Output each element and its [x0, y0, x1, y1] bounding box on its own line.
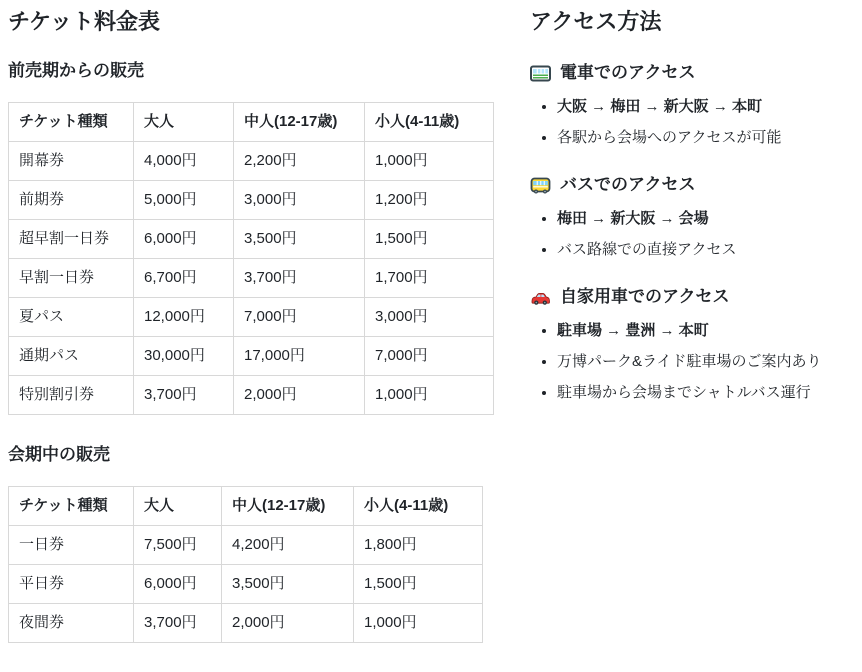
table-cell: 3,000円: [365, 298, 494, 337]
table-cell: 1,700円: [365, 259, 494, 298]
table-cell: 1,000円: [365, 376, 494, 415]
table-header-cell: 中人(12-17歳): [234, 103, 365, 142]
table-header-cell: チケット種類: [9, 487, 134, 526]
table-header-cell: 大人: [134, 487, 222, 526]
bus-access-list: [530, 209, 860, 260]
car-icon: [530, 287, 551, 308]
table-row: [9, 259, 494, 298]
table-cell: 開幕券: [9, 142, 134, 181]
table-row: [9, 142, 494, 181]
table-cell: 夜間券: [9, 604, 134, 643]
table-header-cell: チケット種類: [9, 103, 134, 142]
table-cell: 1,500円: [365, 220, 494, 259]
route-item: • 大阪 → 梅田 → 新大阪 → 本町: [557, 97, 860, 117]
table-cell: 平日券: [9, 565, 134, 604]
presale-section: [8, 60, 506, 415]
access-title: アクセス方法: [530, 9, 662, 34]
train-access-heading: [530, 62, 860, 84]
table-header-cell: 小人(4-11歳): [354, 487, 483, 526]
route-item: • 駐車場 → 豊洲 → 本町: [557, 321, 860, 341]
table-cell: 2,000円: [222, 604, 354, 643]
during-event-section: [8, 444, 506, 643]
table-cell: 1,500円: [354, 565, 483, 604]
train-icon: [530, 63, 551, 84]
train-access-section: [530, 62, 860, 148]
table-row: [9, 181, 494, 220]
page-title: チケット料金表: [8, 9, 161, 34]
table-cell: 一日券: [9, 526, 134, 565]
table-row: [9, 376, 494, 415]
table-row: [9, 565, 483, 604]
car-icon-heading: [530, 286, 860, 308]
car-access-section: [530, 286, 860, 403]
table-cell: 3,700円: [134, 604, 222, 643]
access-column: [530, 8, 860, 672]
table-cell: 6,000円: [134, 220, 234, 259]
during-event-subtitle: 会期中の販売: [8, 445, 110, 464]
table-cell: 超早割一日券: [9, 220, 134, 259]
note-item: • 駐車場から会場までシャトルバス運行: [557, 383, 860, 403]
table-cell: 3,000円: [234, 181, 365, 220]
table-row: [9, 526, 483, 565]
table-cell: 12,000円: [134, 298, 234, 337]
table-header-cell: 大人: [134, 103, 234, 142]
table-cell: 5,000円: [134, 181, 234, 220]
car-access-heading-label: 自家用車でのアクセス: [560, 287, 730, 306]
table-header-cell: 小人(4-11歳): [365, 103, 494, 142]
table-cell: 3,500円: [222, 565, 354, 604]
presale-price-table: [8, 102, 494, 415]
bus-access-heading: [530, 174, 860, 196]
bus-access-section: [530, 174, 860, 260]
table-cell: 早割一日券: [9, 259, 134, 298]
table-cell: 1,000円: [365, 142, 494, 181]
bus-icon: [530, 175, 551, 196]
table-cell: 6,000円: [134, 565, 222, 604]
table-cell: 4,000円: [134, 142, 234, 181]
ticket-prices-column: [8, 8, 506, 672]
table-cell: 2,200円: [234, 142, 365, 181]
presale-subtitle: 前売期からの販売: [8, 61, 144, 80]
train-access-list: [530, 97, 860, 148]
table-cell: 6,700円: [134, 259, 234, 298]
table-cell: 4,200円: [222, 526, 354, 565]
during-event-price-table: [8, 486, 483, 643]
table-cell: 特別割引券: [9, 376, 134, 415]
bus-access-heading-label: バスでのアクセス: [560, 175, 696, 194]
table-header-row: [9, 487, 483, 526]
note-item: • 各駅から会場へのアクセスが可能: [557, 128, 860, 148]
table-row: [9, 604, 483, 643]
table-cell: 3,700円: [234, 259, 365, 298]
table-row: [9, 220, 494, 259]
table-cell: 17,000円: [234, 337, 365, 376]
car-access-list: [530, 321, 860, 403]
table-header-cell: 中人(12-17歳): [222, 487, 354, 526]
table-cell: 2,000円: [234, 376, 365, 415]
table-cell: 7,000円: [365, 337, 494, 376]
route-item: • 梅田 → 新大阪 → 会場: [557, 209, 860, 229]
table-cell: 3,700円: [134, 376, 234, 415]
note-item: • 万博パーク&ライド駐車場のご案内あり: [557, 352, 860, 372]
note-item: • バス路線での直接アクセス: [557, 240, 860, 260]
table-cell: 1,800円: [354, 526, 483, 565]
table-cell: 30,000円: [134, 337, 234, 376]
table-cell: 1,000円: [354, 604, 483, 643]
table-cell: 前期券: [9, 181, 134, 220]
table-cell: 通期パス: [9, 337, 134, 376]
table-row: [9, 337, 494, 376]
table-cell: 7,500円: [134, 526, 222, 565]
table-cell: 夏パス: [9, 298, 134, 337]
table-cell: 3,500円: [234, 220, 365, 259]
table-row: [9, 298, 494, 337]
table-cell: 7,000円: [234, 298, 365, 337]
table-cell: 1,200円: [365, 181, 494, 220]
train-access-heading-label: 電車でのアクセス: [560, 63, 696, 82]
table-header-row: [9, 103, 494, 142]
